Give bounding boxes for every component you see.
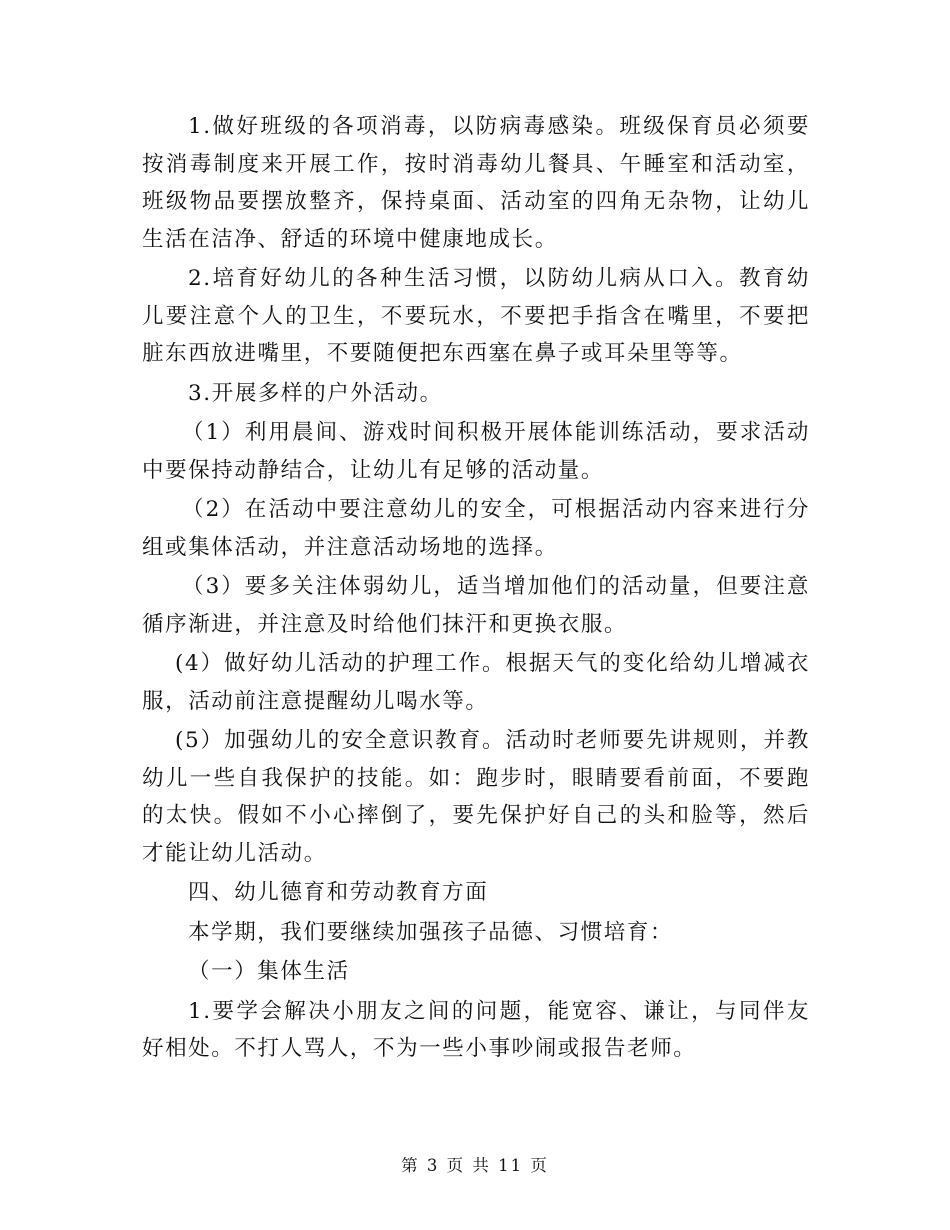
page-number-footer: 第 3 页 共 11 页 [401,1156,549,1175]
paragraph-item-2: （2）在活动中要注意幼儿的安全，可根据活动内容来进行分组或集体活动，并注意活动场地的选择。 [142,497,810,560]
paragraph-item-3: （3）要多关注体弱幼儿，适当增加他们的活动量，但要注意循序渐进，并注意及时给他们抹汗和更换衣服。 [142,574,810,637]
paragraph-peer-relations: 1.要学会解决小朋友之间的问题，能宽容、谦让，与同伴友好相处。不打人骂人，不为一些小事吵闹或报告老师。 [142,998,810,1061]
paragraph-item-4: (4）做好幼儿活动的护理工作。根据天气的变化给幼儿增减衣服，活动前注意提醒幼儿喝水等。 [142,651,810,714]
paragraph-item-1: （1）利用晨间、游戏时间积极开展体能训练活动，要求活动中要保持动静结合，让幼儿有足够的活动量。 [142,420,810,483]
paragraph-semester-intro: 本学期，我们要继续加强孩子品德、习惯培育： [188,919,674,945]
paragraph-habits: 2.培育好幼儿的各种生活习惯，以防幼儿病从口入。教育幼儿要注意个人的卫生，不要玩水，不要把手指含在嘴里，不要把脏东西放进嘴里，不要随便把东西塞在鼻子或耳朵里等等。 [142,266,810,366]
paragraph-outdoor-activities: 3.开展多样的户外活动。 [188,380,443,406]
document-body [142,108,810,1070]
paragraph-item-5: (5）加强幼儿的安全意识教育。活动时老师要先讲规则，并教幼儿一些自我保护的技能。如：跑步时，眼睛要看前面，不要跑的太快。假如不小心摔倒了，要先保护好自己的头和脸等，然后才能让幼儿活动。 [142,728,810,866]
subheading-collective-life: （一）集体生活 [188,959,350,984]
paragraph-disinfection: 1.做好班级的各项消毒，以防病毒感染。班级保育员必须要按消毒制度来开展工作，按时消毒幼儿餐具、午睡室和活动室，班级物品要摆放整齐，保持桌面、活动室的四角无杂物，让幼儿生活在洁净、舒适的环境中健康地成长。 [142,114,810,252]
section-heading-moral-labor: 四、幼儿德育和劳动教育方面 [188,880,489,905]
